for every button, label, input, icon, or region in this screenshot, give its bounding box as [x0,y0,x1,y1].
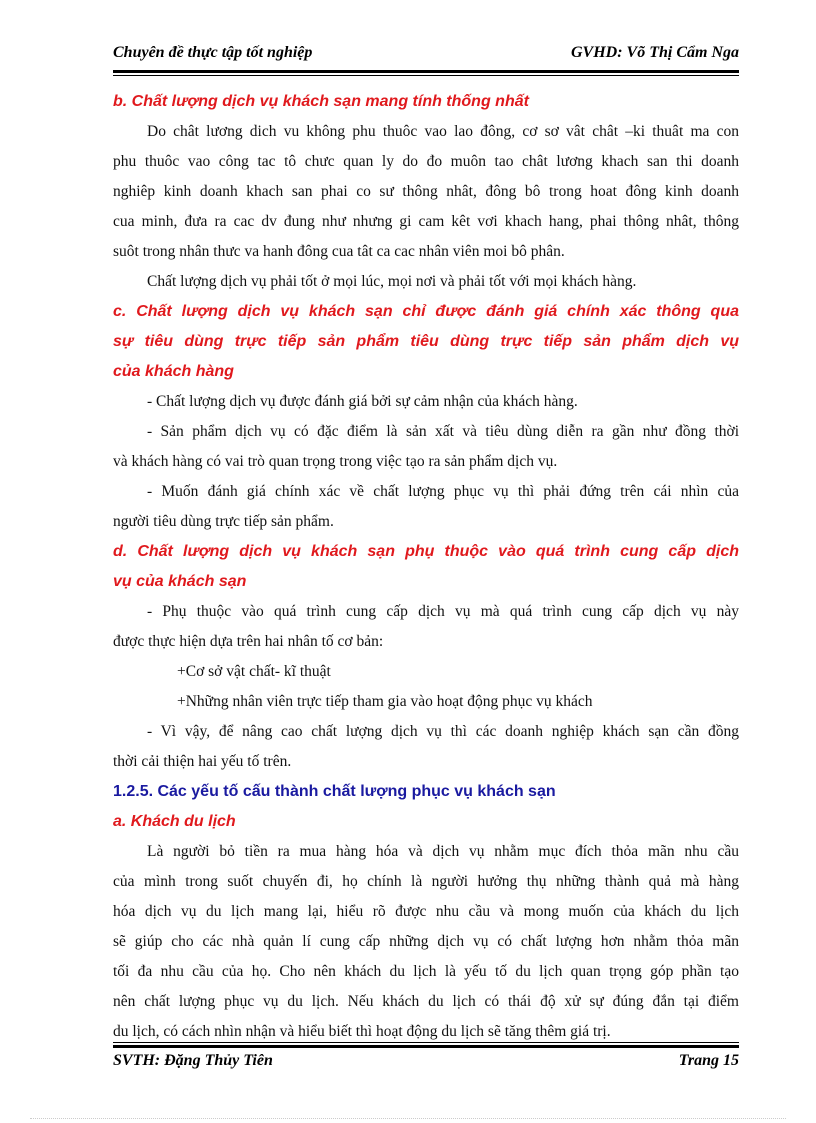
paragraph-line: du lịch, có cách nhìn nhận và hiểu biết thì hoạt động du lịch sẽ tăng thêm giá trị. [113,1023,611,1040]
paragraph-line: thời cải thiện hai yếu tố trên. [113,753,292,770]
header-advisor: GVHD: Võ Thị Cẩm Nga [570,44,739,61]
paragraph-line: và khách hàng có vai trò quan trọng trong việc tạo ra sản phẩm dịch vụ. [113,453,558,470]
page-header [113,44,739,62]
header-rule-thin [113,75,739,76]
paragraph-line: Do chât lương dich vu không phu thuôc vao lao đông, cơ sơ vât chât –ki thuât ma con [147,123,739,140]
paragraph-line: Là người bỏ tiền ra mua hàng hóa và dịch vụ nhằm mục đích thỏa mãn nhu cầu [147,843,739,860]
page-footer [113,1052,739,1070]
paragraph-line: hóa dịch vụ du lịch mang lại, hiểu rõ được nhu cầu và mong muốn của khách du lịch [113,903,739,920]
heading-b: b. Chất lượng dịch vụ khách sạn mang tính thống nhất [113,93,529,110]
list-item: +Những nhân viên trực tiếp tham gia vào hoạt động phục vụ khách [177,693,593,710]
paragraph-line: - Sản phẩm dịch vụ có đặc điểm là sản xất và tiêu dùng diễn ra gần như đồng thời [147,423,739,440]
heading-c: c. Chất lượng dịch vụ khách sạn chỉ được đánh giá chính xác thông qua [113,303,739,320]
paragraph-line: - Phụ thuộc vào quá trình cung cấp dịch vụ mà quá trình cung cấp dịch vụ này [147,603,739,620]
header-title: Chuyên đề thực tập tốt nghiệp [113,44,313,61]
list-item: +Cơ sở vật chất- kĩ thuật [177,663,331,680]
paragraph-line: tối đa nhu cầu của họ. Cho nên khách du lịch là yếu tố du lịch quan trọng góp phần tạo [113,963,739,980]
page-number: Trang 15 [678,1052,739,1069]
paragraph-line: được thực hiện dựa trên hai nhân tố cơ bản: [113,633,384,650]
heading-c: của khách hàng [113,363,234,380]
paragraph-line: Chất lượng dịch vụ phải tốt ở mọi lúc, mọi nơi và phải tốt với mọi khách hàng. [147,273,637,290]
heading-c: sự tiêu dùng trực tiếp sản phẩm tiêu dùng trực tiếp sản phẩm dịch vụ [113,333,739,350]
page-edge-divider [30,1118,786,1120]
footer-student: SVTH: Đặng Thủy Tiên [113,1052,273,1069]
heading-a: a. Khách du lịch [113,813,236,830]
paragraph-line: - Muốn đánh giá chính xác về chất lượng phục vụ thì phải đứng trên cái nhìn của [147,483,739,500]
paragraph-line: nghiêp kinh doanh khach san phai co sư thông nhât, đông bô trong hoat đông kinh doanh [113,183,739,200]
paragraph-line: nên chất lượng phục vụ du lịch. Nếu khách du lịch có thái độ xử sự đúng đắn tại điểm [113,993,739,1010]
footer-rule-thick [113,1045,739,1048]
paragraph-line: - Vì vậy, để nâng cao chất lượng dịch vụ thì các doanh nghiệp khách sạn cần đồng [147,723,739,740]
paragraph-line: của mình trong suốt chuyến đi, họ chính là người hưởng thụ những thành quả mà hàng [113,873,739,890]
heading-d: vụ của khách sạn [113,573,247,590]
paragraph-line: sẽ giúp cho các nhà quản lí cung cấp những dịch vụ có chất lượng hơn nhằm thỏa mãn [113,933,739,950]
paragraph-line: - Chất lượng dịch vụ được đánh giá bởi sự cảm nhận của khách hàng. [147,393,578,410]
paragraph-line: cua minh, đưa ra cac dv đung như nhưng gi cam kêt vơi khach hang, phai thông nhât, thông [113,213,739,230]
section-heading: 1.2.5. Các yếu tố cấu thành chất lượng phục vụ khách sạn [113,783,556,800]
footer-rule-thin [113,1042,739,1043]
paragraph-line: phu thuôc vao công tac tô chưc quan ly do đo muôn tao chât lương khach san thi doanh [113,153,739,170]
paragraph-line: người tiêu dùng trực tiếp sản phẩm. [113,513,334,530]
header-rule-thick [113,70,739,73]
heading-d: d. Chất lượng dịch vụ khách sạn phụ thuộc vào quá trình cung cấp dịch [113,543,739,560]
paragraph-line: suôt trong nhân thưc va hanh đông cua tât ca cac nhân viên moi bô phân. [113,243,565,260]
